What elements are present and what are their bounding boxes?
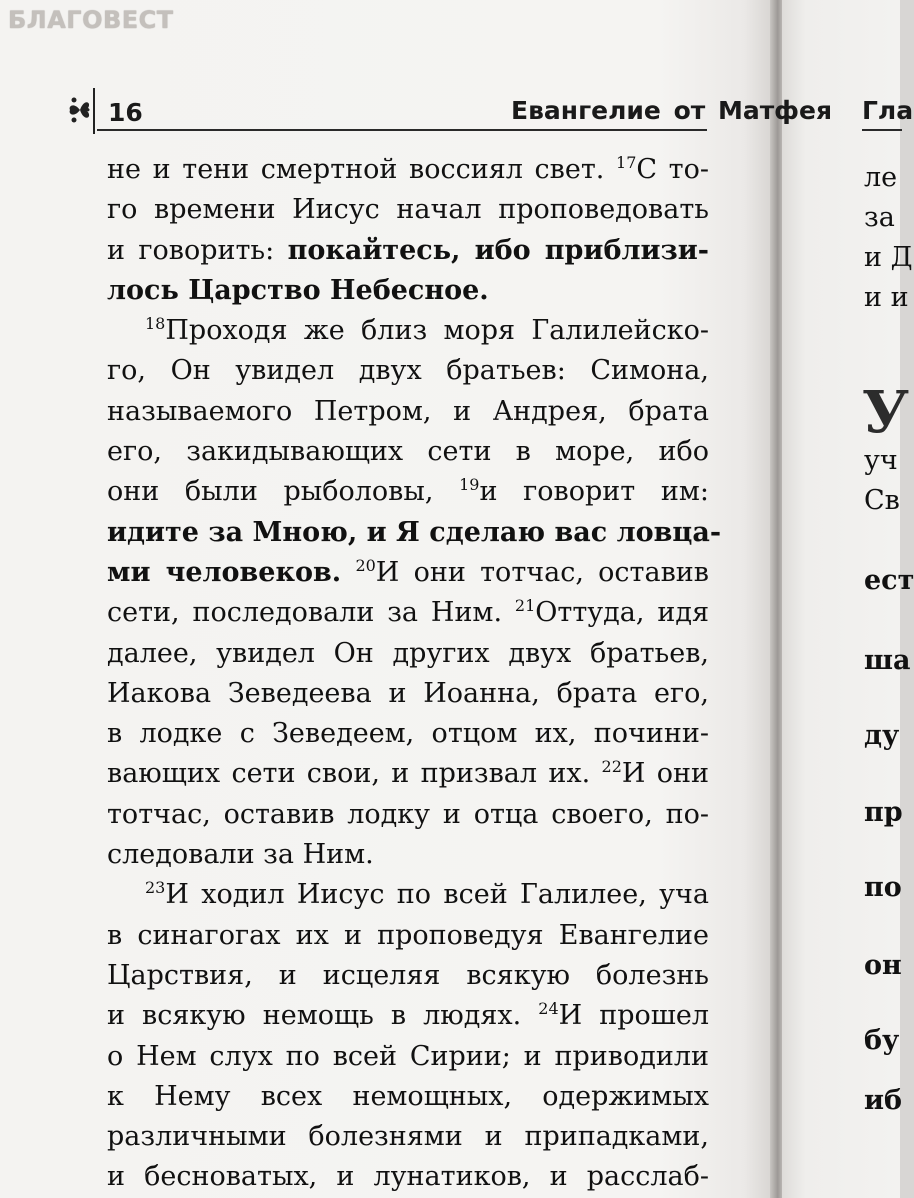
- text-segment: и говорит им:: [479, 476, 709, 508]
- text-segment: тотчас, оставив лодку и отца своего, по-: [107, 798, 709, 830]
- right-page-line-fragment: Св: [864, 485, 900, 516]
- text-line: [107, 754, 709, 794]
- fleuron-ornament-icon: [66, 88, 98, 134]
- text-segment: его, закидывающих сети в море, ибо: [107, 436, 709, 468]
- text-line: [107, 553, 709, 593]
- text-segment: различными болезнями и припадками,: [107, 1121, 709, 1153]
- verse-number: 24: [538, 999, 559, 1019]
- text-segment: и бесноватых, и лунатиков, и расслаб-: [107, 1161, 709, 1193]
- text-segment: го, Он увидел двух братьев: Симона,: [107, 355, 709, 387]
- text-line: [107, 1037, 709, 1077]
- text-line: [107, 231, 709, 271]
- text-line: [107, 795, 709, 835]
- verse-number: 17: [616, 153, 637, 172]
- text-segment: в синагогах их и проповедуя Евангелие: [107, 919, 709, 951]
- text-line: [107, 1077, 709, 1117]
- right-page-line-fragment: и Д: [864, 242, 913, 273]
- text-line: [107, 150, 709, 190]
- text-line: [107, 271, 709, 311]
- right-page-line-fragment: ест: [864, 565, 914, 596]
- text-segment: о Нем слух по всей Сирии; и приводили: [107, 1040, 709, 1072]
- text-segment: го времени Иисус начал проповедовать: [107, 194, 709, 226]
- right-page-line-fragment: иб: [864, 1085, 903, 1116]
- text-segment: [341, 557, 355, 588]
- text-segment: не и тени смертной воссиял свет.: [107, 154, 617, 185]
- text-line: [107, 392, 709, 432]
- gospel-text: [107, 150, 722, 1198]
- text-segment: И они: [621, 758, 709, 790]
- text-segment: Иакова Зеведеева и Иоанна, брата его,: [107, 677, 709, 709]
- text-line: [107, 513, 722, 553]
- right-page-line-fragment: уч: [864, 445, 898, 476]
- right-page-running-title: Гла: [862, 96, 914, 125]
- text-line: [107, 916, 709, 956]
- text-line: [107, 996, 709, 1036]
- text-segment: Проходя же близ моря Галилейско-: [165, 315, 709, 347]
- text-line: [107, 835, 709, 875]
- right-page-line-fragment: ле: [864, 162, 898, 193]
- text-segment: Царствия, и исцеляя всякую болезнь: [107, 959, 709, 991]
- text-segment: Оттуда, идя: [535, 597, 709, 629]
- right-page-line-fragment: он: [864, 950, 902, 981]
- text-line: [107, 1117, 709, 1157]
- text-segment: сети, последовали за Ним.: [107, 597, 515, 629]
- text-line: [107, 674, 709, 714]
- drop-cap: У: [862, 378, 910, 446]
- bold-text: лось Царство Небесное.: [107, 274, 489, 306]
- text-line: [107, 432, 709, 472]
- verse-number: 22: [601, 757, 622, 777]
- right-page-header-rule: [862, 129, 902, 131]
- verse-number: 20: [355, 555, 376, 575]
- text-segment: И они тотчас, оставив: [375, 556, 709, 588]
- verse-number: 21: [514, 596, 536, 616]
- text-line: [107, 634, 709, 674]
- watermark-logo: БЛАГОВЕСТ: [8, 6, 174, 34]
- text-line: [107, 1157, 709, 1197]
- text-line: [107, 593, 709, 633]
- right-page-line-fragment: ша: [864, 645, 911, 676]
- right-page-line-fragment: пр: [864, 797, 903, 828]
- right-page-line-fragment: бу: [864, 1025, 900, 1056]
- verse-number: 19: [459, 475, 480, 495]
- text-segment: С то-: [636, 154, 709, 185]
- bold-text: идите за Мною, и Я сделаю вас ловца-: [107, 516, 722, 548]
- text-line: [107, 714, 709, 754]
- text-line: [107, 351, 709, 391]
- text-line: [107, 472, 709, 512]
- text-segment: и всякую немощь в людях.: [107, 1000, 539, 1032]
- text-line: [107, 875, 709, 915]
- right-page: [782, 0, 914, 1198]
- text-segment: к Нему всех немощных, одержимых: [107, 1080, 709, 1112]
- text-segment: называемого Петром, и Андрея, брата: [107, 395, 709, 427]
- text-line: [107, 956, 709, 996]
- text-segment: вающих сети свои, и призвал их.: [107, 758, 602, 790]
- text-segment: и говорить:: [107, 234, 288, 266]
- right-page-line-fragment: по: [864, 872, 902, 903]
- text-segment: И прошел: [558, 1000, 709, 1032]
- text-segment: следовали за Ним.: [107, 839, 374, 871]
- text-segment: они были рыболовы,: [107, 476, 460, 508]
- text-segment: в лодке с Зеведеем, отцом их, почини-: [107, 718, 709, 750]
- bold-text: ми человеков.: [107, 556, 342, 588]
- running-title: Евангелие от Матфея: [511, 96, 832, 125]
- header-rule: [97, 129, 707, 131]
- text-line: [107, 190, 709, 230]
- text-segment: далее, увидел Он других двух братьев,: [107, 637, 709, 669]
- right-page-line-fragment: ду: [864, 720, 900, 751]
- right-page-line-fragment: за: [864, 202, 895, 233]
- verse-number: 18: [145, 314, 166, 334]
- page-number: 16: [108, 98, 143, 127]
- bold-text: покайтесь, ибо приблизи-: [287, 234, 709, 266]
- text-line: [107, 311, 709, 351]
- right-page-line-fragment: и и: [864, 282, 909, 313]
- verse-number: 23: [145, 878, 166, 898]
- text-segment: И ходил Иисус по всей Галилее, уча: [165, 879, 709, 911]
